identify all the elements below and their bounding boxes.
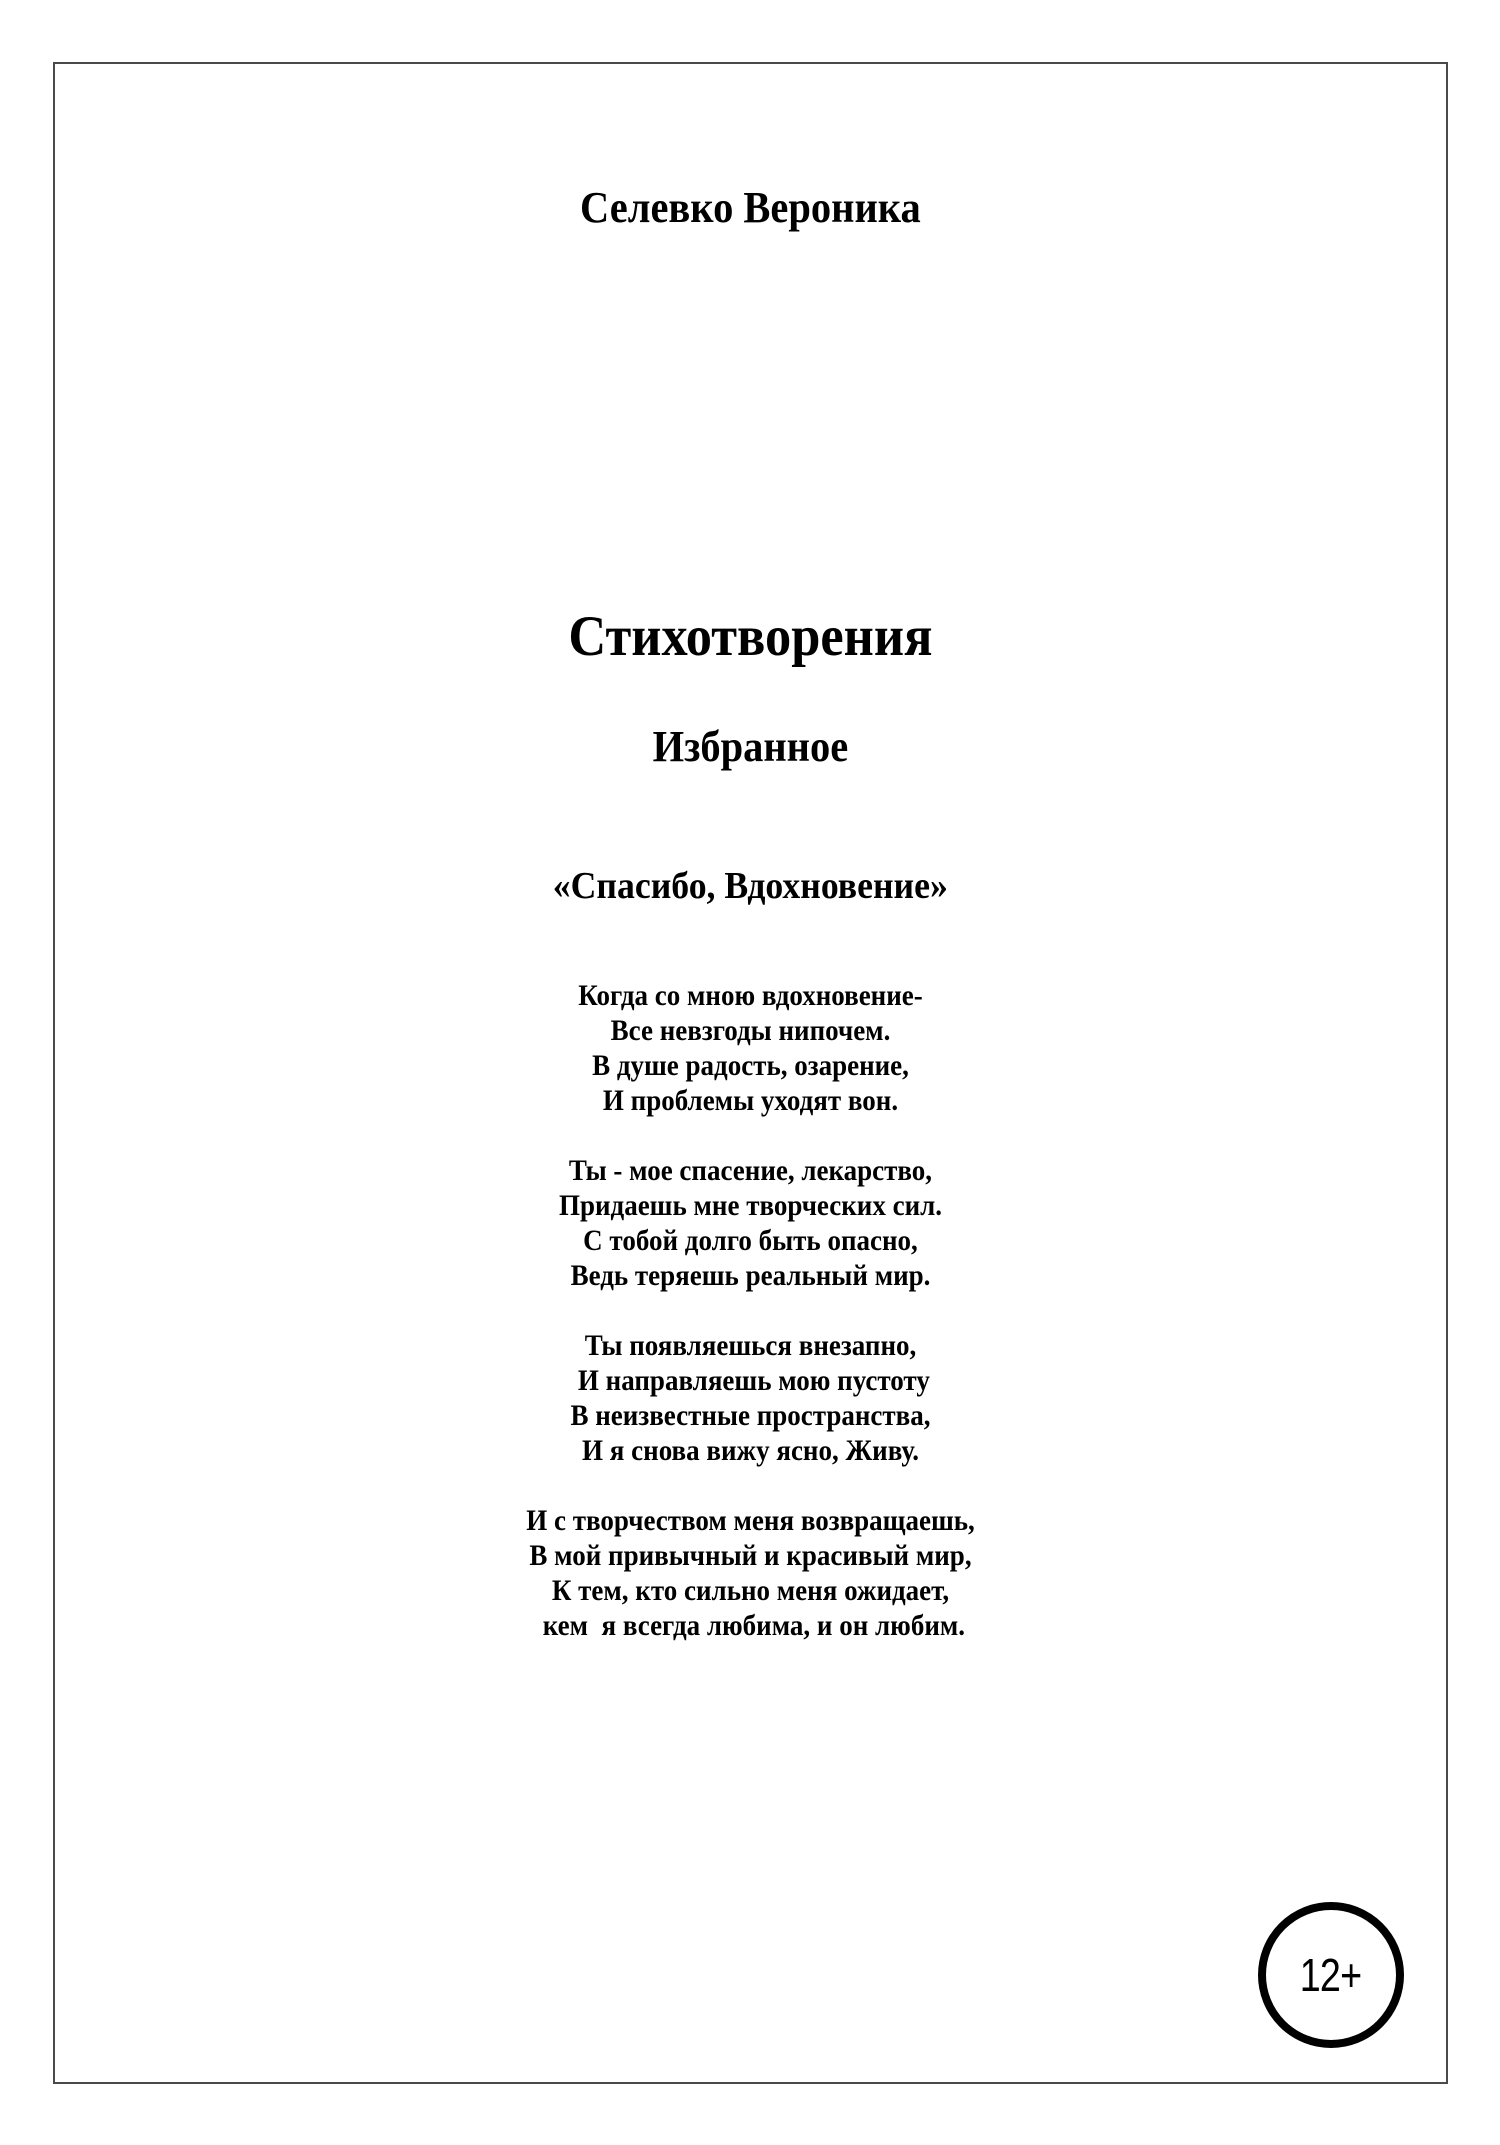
- age-rating-label: 12+: [1300, 1949, 1362, 2001]
- poem-line: И я снова вижу ясно, Живу.: [582, 1434, 919, 1467]
- age-rating-badge: [1258, 1902, 1404, 2048]
- book-subtitle: Избранное: [652, 722, 849, 771]
- poem-line: Ты появляешься внезапно,: [584, 1329, 917, 1362]
- poem-line: И проблемы уходят вон.: [602, 1084, 899, 1117]
- stanza-2: [76, 1153, 1426, 1293]
- poem-line: И направляешь мою пустоту: [571, 1364, 930, 1397]
- poem-line: Ты - мое спасение, лекарство,: [568, 1154, 933, 1187]
- poem-line: В мой привычный и красивый мир,: [529, 1539, 972, 1572]
- poem-line: К тем, кто сильно меня ожидает,: [551, 1574, 950, 1607]
- author-name: Селевко Вероника: [580, 183, 921, 232]
- stanza-4: [76, 1503, 1426, 1643]
- stanza-1: [76, 978, 1426, 1118]
- poem-line: Все невзгоды нипочем.: [610, 1014, 891, 1047]
- poem-line: В душе радость, озарение,: [592, 1049, 909, 1082]
- poem-line: В неизвестные пространства,: [570, 1399, 931, 1432]
- stanza-3: [76, 1328, 1426, 1468]
- poem-line: С тобой долго быть опасно,: [583, 1224, 918, 1257]
- poem-title: «Спасибо, Вдохновение»: [552, 865, 948, 907]
- poem-line: кем я всегда любима, и он любим.: [535, 1609, 966, 1642]
- poem-line: И с творчеством меня возвращаешь,: [526, 1504, 975, 1537]
- poem-line: Ведь теряешь реальный мир.: [570, 1259, 931, 1292]
- poem-line: Когда со мною вдохновение-: [578, 979, 923, 1012]
- book-title: Стихотворения: [568, 605, 933, 668]
- poem-line: Придаешь мне творческих сил.: [558, 1189, 943, 1222]
- poem-body: [76, 978, 1426, 1678]
